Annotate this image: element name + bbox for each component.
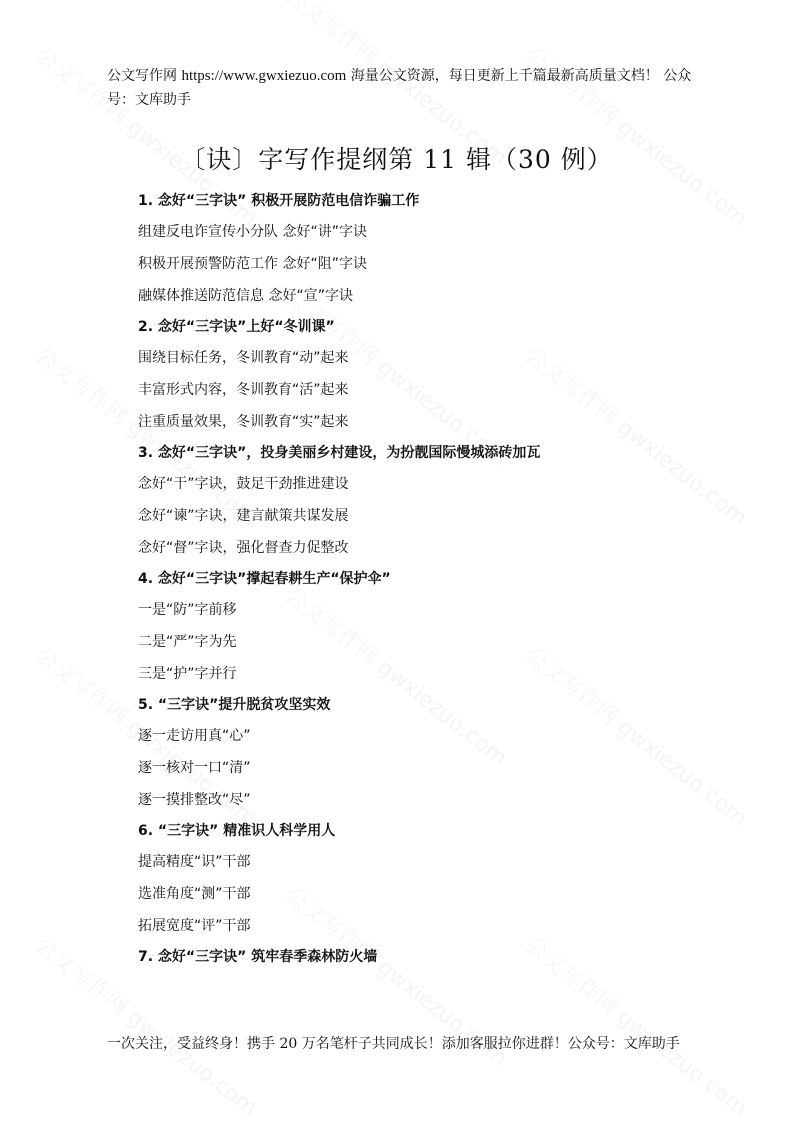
section-line: 组建反电诈宣传小分队 念好“讲”字诀	[138, 224, 367, 240]
section-line: 融媒体推送防范信息 念好“宣”字诀	[138, 288, 353, 304]
section-line: 积极开展预警防范工作 念好“阻”字诀	[138, 256, 367, 272]
section-line: 三是“护”字并行	[138, 666, 237, 682]
header-account: 公众号：文库助手	[107, 68, 692, 108]
section-line: 念好“干”字诀，鼓足干劲推进建设	[138, 476, 349, 492]
header-url[interactable]: https://www.gwxiezuo.com	[181, 68, 347, 84]
section-heading: 6. “三字诀” 精准识人科学用人	[138, 823, 336, 839]
section-line: 丰富形式内容，冬训教育“活”起来	[138, 382, 349, 398]
header-tagline: 海量公文资源，每日更新上千篇最新高质量文档！	[350, 68, 659, 84]
section-line: 拓展宽度“评”干部	[138, 918, 251, 934]
section-heading: 2. 念好“三字诀”上好“冬训课”	[138, 319, 335, 335]
section-line: 提高精度“识”干部	[138, 854, 251, 870]
section-heading: 3. 念好“三字诀”，投身美丽乡村建设，为扮靓国际慢城添砖加瓦	[138, 445, 541, 461]
section-heading: 4. 念好“三字诀”撑起春耕生产“保护伞”	[138, 571, 391, 587]
section-line: 逐一走访用真“心”	[138, 728, 251, 744]
section-line: 念好“谏”字诀，建言献策共谋发展	[138, 508, 349, 524]
document-title: 〔诀〕字写作提纲第 11 辑（30 例）	[180, 145, 613, 174]
section-line: 围绕目标任务，冬训教育“动”起来	[138, 350, 349, 366]
section-line: 注重质量效果，冬训教育“实”起来	[138, 414, 349, 430]
section-line: 念好“督”字诀，强化督查力促整改	[138, 540, 349, 556]
section-line: 逐一摸排整改“尽”	[138, 792, 251, 808]
section-line: 逐一核对一口“清”	[138, 760, 251, 776]
page-header	[107, 64, 697, 112]
header-site-name: 公文写作网	[107, 68, 177, 84]
section-line: 二是“严”字为先	[138, 634, 237, 650]
section-line: 选准角度“测”干部	[138, 886, 251, 902]
outline-body	[138, 186, 698, 972]
section-heading: 7. 念好“三字诀” 筑牢春季森林防火墙	[138, 949, 378, 965]
section-line: 一是“防”字前移	[138, 602, 237, 618]
section-heading: 5. “三字诀”提升脱贫攻坚实效	[138, 697, 331, 713]
section-heading: 1. 念好“三字诀” 积极开展防范电信诈骗工作	[138, 193, 420, 209]
page-footer: 一次关注，受益终身！携手 20 万名笔杆子共同成长！添加客服拉你进群！公众号：文库助手	[107, 1036, 680, 1052]
